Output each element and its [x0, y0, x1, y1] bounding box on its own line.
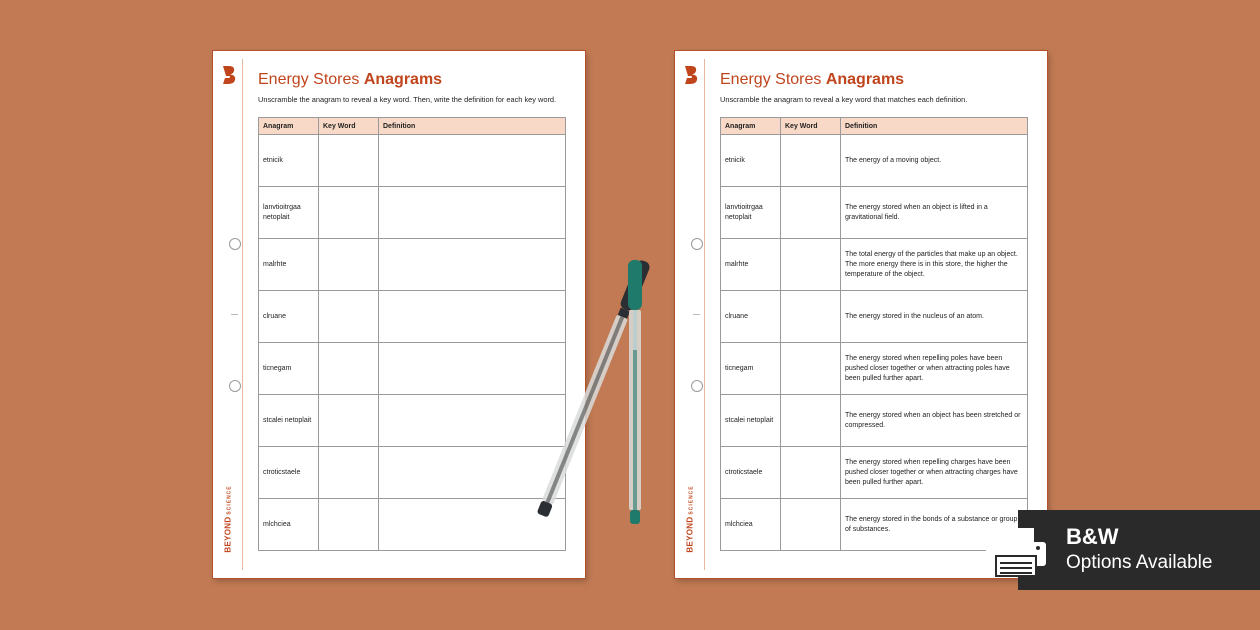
table-row	[721, 239, 1028, 291]
table-row	[259, 135, 566, 187]
key-word-cell	[781, 187, 841, 239]
fold-mark	[231, 314, 238, 315]
table-row	[721, 343, 1028, 395]
anagram-cell: clruane	[259, 291, 319, 343]
title-bold: Anagrams	[825, 71, 905, 88]
header-key-word: Key Word	[781, 118, 841, 135]
table-row	[259, 239, 566, 291]
key-word-cell	[319, 135, 379, 187]
pens-illustration	[530, 250, 680, 540]
beyond-logo-icon	[682, 65, 700, 85]
definition-cell: The energy stored in the nucleus of an atom.	[841, 291, 1028, 343]
header-anagram: Anagram	[721, 118, 781, 135]
banner-title: B&W	[1066, 524, 1119, 549]
header-definition: Definition	[841, 118, 1028, 135]
definition-cell: The energy stored when repelling poles have been pushed closer together or when attracting poles have been pulled further apart.	[841, 343, 1028, 395]
margin-rule	[242, 59, 243, 570]
key-word-cell	[781, 395, 841, 447]
brand-sub: SCIENCE	[226, 484, 233, 515]
binder-hole	[691, 380, 703, 392]
binder-hole	[229, 238, 241, 250]
header-key-word: Key Word	[319, 118, 379, 135]
table-body	[259, 135, 566, 551]
table-row	[259, 291, 566, 343]
key-word-cell	[781, 447, 841, 499]
key-word-cell	[319, 343, 379, 395]
definition-cell: The energy stored when repelling charges have been pushed closer together or when attracting charges have been pulled further apart.	[841, 447, 1028, 499]
definition-cell: The energy of a moving object.	[841, 135, 1028, 187]
anagram-cell: etnicik	[259, 135, 319, 187]
definition-cell: The energy stored in the bonds of a substance or group of substances.	[841, 499, 1028, 551]
worksheet-title	[720, 71, 904, 89]
definition-cell	[379, 135, 566, 187]
key-word-cell	[781, 239, 841, 291]
brand-mark	[218, 471, 238, 566]
instructions: Unscramble the anagram to reveal a key word. Then, write the definition for each key word.	[258, 95, 557, 104]
anagram-cell: malrhte	[259, 239, 319, 291]
margin-rule	[704, 59, 705, 570]
key-word-cell	[319, 187, 379, 239]
anagram-cell: stcalei netoplait	[259, 395, 319, 447]
key-word-cell	[319, 395, 379, 447]
header-definition: Definition	[379, 118, 566, 135]
anagram-cell: etnicik	[721, 135, 781, 187]
definition-cell	[379, 187, 566, 239]
bw-options-banner	[1018, 510, 1260, 590]
title-plain: Energy Stores	[258, 71, 364, 88]
instructions: Unscramble the anagram to reveal a key word that matches each definition.	[720, 95, 968, 104]
anagram-cell: ctroticstaele	[721, 447, 781, 499]
anagram-cell: ticnegam	[259, 343, 319, 395]
anagram-cell: mlchciea	[259, 499, 319, 551]
printer-icon	[984, 526, 1048, 578]
key-word-cell	[319, 239, 379, 291]
table-row	[721, 291, 1028, 343]
anagram-cell: lanvtioitrgaa netoplait	[259, 187, 319, 239]
key-word-cell	[781, 291, 841, 343]
table-row	[721, 499, 1028, 551]
key-word-cell	[781, 499, 841, 551]
fold-mark	[693, 314, 700, 315]
brand-name: BEYOND	[223, 516, 233, 553]
definition-cell: The energy stored when an object has been stretched or compressed.	[841, 395, 1028, 447]
table-row	[721, 447, 1028, 499]
anagram-cell: ctroticstaele	[259, 447, 319, 499]
anagram-table	[258, 117, 566, 551]
key-word-cell	[781, 135, 841, 187]
table-row	[259, 343, 566, 395]
table-row	[721, 187, 1028, 239]
anagram-cell: ticnegam	[721, 343, 781, 395]
key-word-cell	[319, 291, 379, 343]
banner-subtitle: Options Available	[1066, 552, 1213, 573]
definition-cell: The total energy of the particles that make up an object. The more energy there is in this store, the higher the temperature of the object.	[841, 239, 1028, 291]
key-word-cell	[781, 343, 841, 395]
table-body	[721, 135, 1028, 551]
definition-cell: The energy stored when an object is lifted in a gravitational field.	[841, 187, 1028, 239]
anagram-cell: lanvtioitrgaa netoplait	[721, 187, 781, 239]
anagram-cell: mlchciea	[721, 499, 781, 551]
title-bold: Anagrams	[363, 71, 443, 88]
key-word-cell	[319, 499, 379, 551]
brand-name: BEYOND	[685, 516, 695, 553]
anagram-cell: clruane	[721, 291, 781, 343]
table-row	[259, 395, 566, 447]
beyond-logo-icon	[220, 65, 238, 85]
table-row	[259, 447, 566, 499]
table-row	[721, 135, 1028, 187]
table-row	[259, 187, 566, 239]
binder-hole	[229, 380, 241, 392]
key-word-cell	[319, 447, 379, 499]
anagram-cell: stcalei netoplait	[721, 395, 781, 447]
teal-pen-icon	[628, 260, 642, 524]
binder-hole	[691, 238, 703, 250]
anagram-cell: malrhte	[721, 239, 781, 291]
header-anagram: Anagram	[259, 118, 319, 135]
anagram-table	[720, 117, 1028, 551]
worksheet-title	[258, 71, 442, 89]
brand-mark	[680, 471, 700, 566]
title-plain: Energy Stores	[720, 71, 826, 88]
worksheet-definitions	[675, 51, 1047, 578]
brand-sub: SCIENCE	[688, 484, 695, 515]
table-row	[721, 395, 1028, 447]
table-row	[259, 499, 566, 551]
